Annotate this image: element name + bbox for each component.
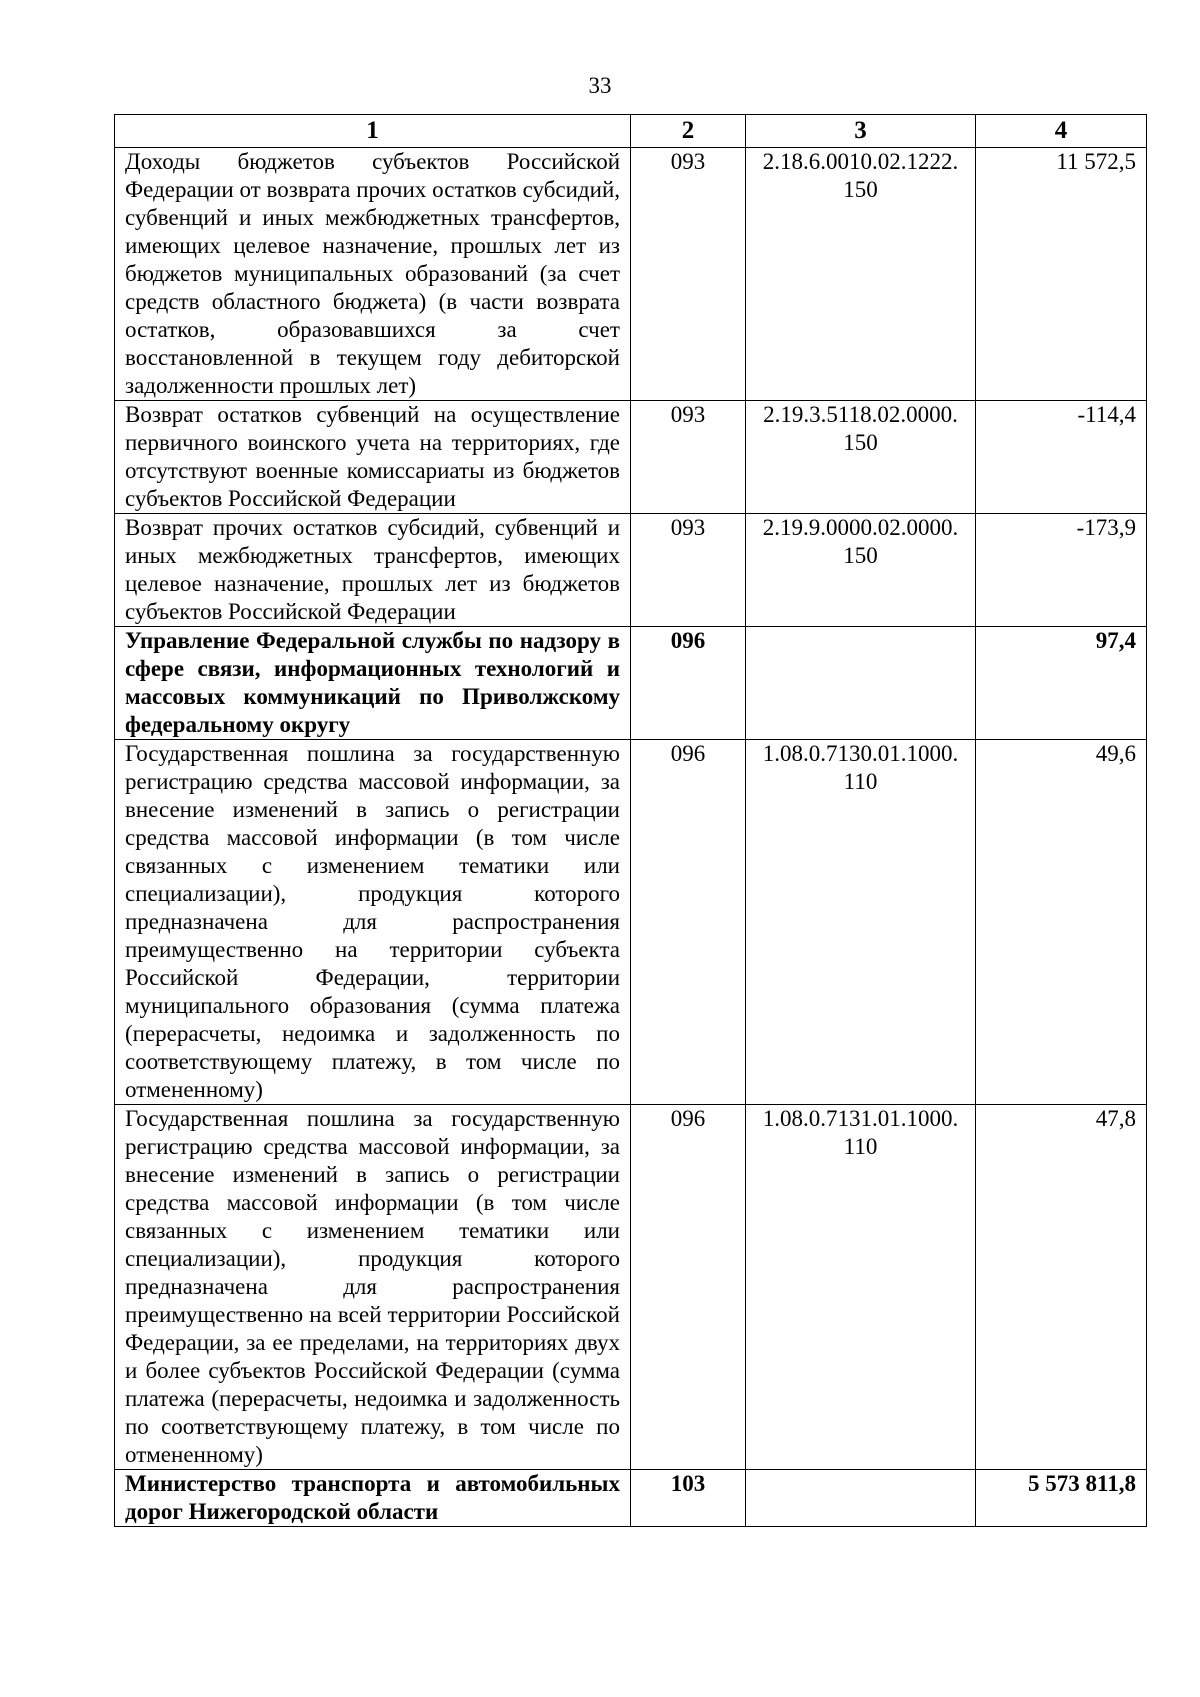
header-col-1: 1 — [115, 115, 631, 148]
kbk-line-1: 2.18.6.0010.02.1222. — [762, 149, 959, 174]
page-number: 33 — [588, 73, 612, 98]
table-row — [115, 148, 1147, 401]
table-row — [115, 740, 1147, 1105]
row-budget-classification-code — [746, 627, 976, 740]
kbk-line-2: 110 — [843, 769, 878, 794]
kbk-line-2: 150 — [843, 430, 878, 455]
row-amount: -173,9 — [976, 514, 1147, 627]
row-amount: 97,4 — [976, 627, 1147, 740]
row-admin-code: 093 — [631, 401, 746, 514]
header-col-3: 3 — [746, 115, 976, 148]
row-amount: -114,4 — [976, 401, 1147, 514]
row-description: Государственная пошлина за государственную регистрацию средства массовой информации, за внесение изменений в запись о регистрации средства массовой информации (в том числе связанных с изменением тематики или специализации), продукция которого предназначена для распространения преимущественно на всей территории Российской Федерации, за ее пределами, на территориях двух и более субъектов Российской Федерации (сумма платежа (перерасчеты, недоимка и задолженность по соответствующему платежу, в том числе по отмененному) — [115, 1105, 631, 1470]
kbk-line-1: 1.08.0.7130.01.1000. — [762, 741, 959, 766]
row-amount: 49,6 — [976, 740, 1147, 1105]
row-budget-classification-code — [746, 148, 976, 401]
row-admin-code: 093 — [631, 514, 746, 627]
row-budget-classification-code — [746, 514, 976, 627]
row-description: Доходы бюджетов субъектов Российской Федерации от возврата прочих остатков субсидий, субвенций и иных межбюджетных трансфертов, имеющих целевое назначение, прошлых лет из бюджетов муниципальных образований (за счет средств областного бюджета) (в части возврата остатков, образовавшихся за счет восстановленной в текущем году дебиторской задолженности прошлых лет) — [115, 148, 631, 401]
row-amount: 5 573 811,8 — [976, 1470, 1147, 1527]
kbk-line-1: 2.19.9.0000.02.0000. — [762, 515, 959, 540]
row-budget-classification-code — [746, 740, 976, 1105]
table-row-section — [115, 627, 1147, 740]
kbk-line-2: 150 — [843, 177, 878, 202]
table-header-row — [115, 115, 1147, 148]
row-budget-classification-code — [746, 1105, 976, 1470]
row-description: Возврат прочих остатков субсидий, субвенций и иных межбюджетных трансфертов, имеющих целевое назначение, прошлых лет из бюджетов субъектов Российской Федерации — [115, 514, 631, 627]
header-col-4: 4 — [976, 115, 1147, 148]
table-row — [115, 1105, 1147, 1470]
kbk-line-1: 1.08.0.7131.01.1000. — [762, 1106, 959, 1131]
table-row — [115, 401, 1147, 514]
row-budget-classification-code — [746, 1470, 976, 1527]
kbk-line-2: 110 — [843, 1134, 878, 1159]
kbk-line-2: 150 — [843, 543, 878, 568]
row-description: Министерство транспорта и автомобильных дорог Нижегородской области — [115, 1470, 631, 1527]
row-admin-code: 093 — [631, 148, 746, 401]
row-admin-code: 096 — [631, 1105, 746, 1470]
row-amount: 11 572,5 — [976, 148, 1147, 401]
table-row — [115, 514, 1147, 627]
row-admin-code: 096 — [631, 740, 746, 1105]
budget-revenue-table — [114, 114, 1147, 1527]
header-col-2: 2 — [631, 115, 746, 148]
row-admin-code: 103 — [631, 1470, 746, 1527]
kbk-line-1: 2.19.3.5118.02.0000. — [763, 402, 958, 427]
table-row-section — [115, 1470, 1147, 1527]
row-description: Возврат остатков субвенций на осуществление первичного воинского учета на территориях, где отсутствуют военные комиссариаты из бюджетов субъектов Российской Федерации — [115, 401, 631, 514]
row-amount: 47,8 — [976, 1105, 1147, 1470]
row-budget-classification-code — [746, 401, 976, 514]
row-description: Управление Федеральной службы по надзору в сфере связи, информационных технологий и массовых коммуникаций по Приволжскому федеральному округу — [115, 627, 631, 740]
row-admin-code: 096 — [631, 627, 746, 740]
row-description: Государственная пошлина за государственную регистрацию средства массовой информации, за внесение изменений в запись о регистрации средства массовой информации (в том числе связанных с изменением тематики или специализации), продукция которого предназначена для распространения преимущественно на территории субъекта Российской Федерации, территории муниципального образования (сумма платежа (перерасчеты, недоимка и задолженность по соответствующему платежу, в том числе по отмененному) — [115, 740, 631, 1105]
